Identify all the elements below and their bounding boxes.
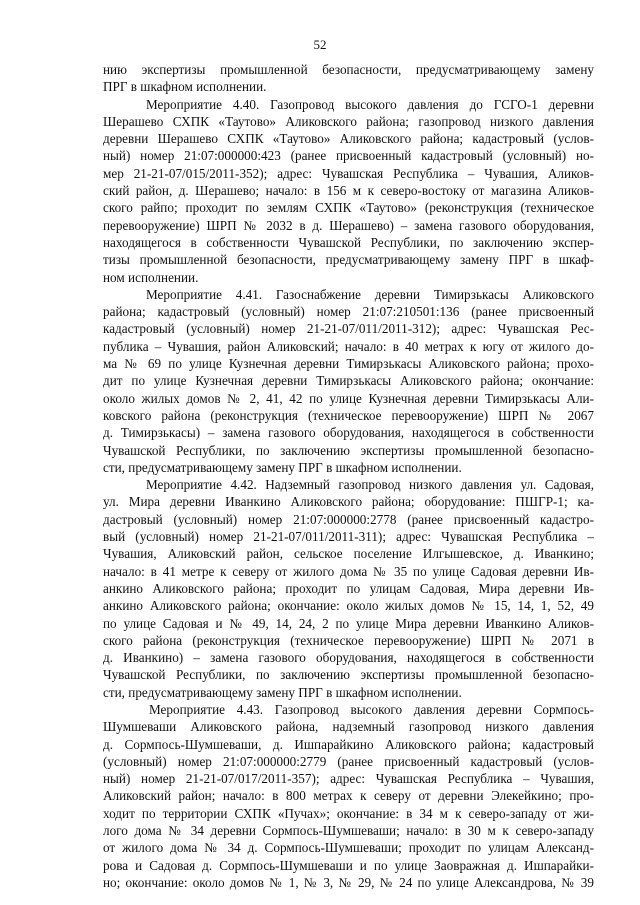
text-line: ном исполнении. bbox=[103, 269, 199, 285]
page-number: 52 bbox=[313, 37, 327, 52]
text-line: вый (условный) номер 21-21-07/011/2011-311); адрес: Чувашская Республика – bbox=[103, 529, 594, 545]
text-line: находящегося в собственности Чувашской Республики, по заключению экспер- bbox=[103, 234, 594, 250]
text-line: района; кадастровый (условный) номер 21:07:210501:136 (ранее присвоенный bbox=[103, 304, 594, 320]
text-line: д. Сормпось-Шумшеваши, д. Ишпарайкино Аликовского района; кадастровый bbox=[103, 736, 594, 752]
text-line: лого дома № 34 деревни Сормпось-Шумшеваши; начало: в 30 м к северо-западу bbox=[103, 823, 594, 839]
text-line: ходит по территории СХПК «Пучах»; окончание: в 34 м к северо-западу от жи- bbox=[103, 805, 594, 821]
text-line: Мероприятие 4.40. Газопровод высокого давления до ГСГО-1 деревни bbox=[146, 96, 594, 112]
text-line: д. Иванкино) – замена газового оборудования, находящегося в собственности bbox=[103, 650, 594, 666]
text-line: около жилых домов № 2, 41, 42 по улице Кузнечная деревни Тимирзькасы Али- bbox=[103, 390, 594, 406]
text-line: ского райпо; проходит по землям СХПК «Таутово» (реконструкция (техническое bbox=[103, 200, 594, 216]
document-body bbox=[103, 61, 594, 891]
text-line: перевооружение) ШРП № 2032 в д. Шерашево) – замена газового оборудования, bbox=[103, 217, 594, 233]
text-line: Мероприятие 4.41. Газоснабжение деревни Тимирзькасы Аликовского bbox=[146, 286, 594, 302]
text-line: Шумшеваши Аликовского района, надземный газопровод низкого давления bbox=[103, 719, 594, 735]
text-line: ского района (реконструкция (техническое перевооружение) ШРП № 2071 в bbox=[103, 632, 594, 648]
paragraph-measure-4-40 bbox=[103, 96, 594, 286]
text-line: Аликовский район; начало: в 800 метрах к северу от деревни Элекейкино; про- bbox=[103, 788, 594, 804]
text-line: Чувашия, Аликовский район, сельское поселение Илгышевское, д. Иванкино; bbox=[103, 546, 594, 562]
text-line: ный) номер 21:07:000000:423 (ранее присвоенный кадастровый (условный) но- bbox=[103, 148, 594, 164]
text-line: дит по улице Кузнечная деревни Тимирзькасы Аликовского района; окончание: bbox=[103, 373, 594, 389]
text-line: от жилого дома № 34 д. Сормпось-Шумшеваши; проходит по улицам Александ- bbox=[103, 840, 594, 856]
text-line: Чувашской Республики, по заключению экспертизы промышленной безопасно- bbox=[103, 667, 594, 683]
text-line: Чувашской Республики, по заключению экспертизы промышленной безопасно- bbox=[103, 442, 594, 458]
text-line: ковского района (реконструкция (техническое перевооружение) ШРП № 2067 bbox=[103, 407, 594, 423]
text-line: кадастровый (условный) номер 21-21-07/011/2011-312); адрес: Чувашская Рес- bbox=[103, 321, 594, 337]
text-line: анкино Аликовского района; окончание: около жилых домов № 15, 14, 1, 52, 49 bbox=[103, 598, 594, 614]
text-line: ский район, д. Шерашево; начало: в 156 м к северо-востоку от магазина Аликов- bbox=[103, 183, 594, 199]
text-line: но; окончание: около домов № 1, № 3, № 29, № 24 по улице Александрова, № 39 bbox=[103, 874, 594, 890]
text-line: публика – Чувашия, район Аликовский; начало: в 40 метрах к югу от жилого до- bbox=[103, 338, 594, 354]
text-line: рова и Садовая д. Сормпось-Шумшеваши и по улице Заовражная д. Ишпарайки- bbox=[103, 857, 594, 873]
text-line: ма № 69 по улице Кузнечная деревни Тимирзькасы Аликовского района; прохо- bbox=[103, 356, 594, 372]
text-line: начало: в 41 метре к северу от жилого дома № 35 по улице Садовая деревни Ив- bbox=[103, 563, 594, 579]
text-line: деревни Шерашево СХПК «Таутово» Аликовского района; кадастровый (услов- bbox=[103, 131, 594, 147]
paragraph-continuation bbox=[103, 61, 594, 96]
text-line: по улице Садовая и № 49, 14, 24, 2 по улице Мира деревни Иванкино Аликов- bbox=[103, 615, 594, 631]
text-line: нию экспертизы промышленной безопасности, предусматривающему замену bbox=[103, 62, 594, 77]
text-line: д. Тимирзькасы) – замена газового оборудования, находящегося в собственности bbox=[103, 425, 594, 441]
text-line: Мероприятие 4.43. Газопровод высокого давления деревни Сормпось- bbox=[149, 701, 594, 717]
text-line: ул. Мира деревни Иванкино Аликовского района; оборудование: ПШГР-1; ка- bbox=[103, 494, 594, 510]
text-line: ный) номер 21-21-07/017/2011-357); адрес: Чувашская Республика – Чувашия, bbox=[103, 771, 594, 787]
text-line: ПРГ в шкафном исполнении. bbox=[103, 79, 267, 95]
paragraph-measure-4-41 bbox=[103, 286, 594, 476]
text-line: Шерашево СХПК «Таутово» Аликовского района; газопровод низкого давления bbox=[103, 113, 594, 129]
text-line: Мероприятие 4.42. Надземный газопровод низкого давления ул. Садовая, bbox=[146, 477, 594, 493]
paragraph-measure-4-42 bbox=[103, 476, 594, 701]
text-line: дастровый (условный) номер 21:07:000000:2778 (ранее присвоенный кадастро- bbox=[103, 511, 594, 527]
paragraph-measure-4-43 bbox=[103, 701, 594, 891]
text-line: тизы промышленной безопасности, предусматривающему замену ПРГ в шкаф- bbox=[103, 252, 594, 268]
text-line: (условный) номер 21:07:000000:2779 (ранее присвоенный кадастровый (услов- bbox=[103, 753, 594, 769]
text-line: сти, предусматривающему замену ПРГ в шкафном исполнении. bbox=[103, 684, 462, 700]
text-line: сти, предусматривающему замену ПРГ в шкафном исполнении. bbox=[103, 459, 462, 475]
text-line: мер 21-21-07/015/2011-352); адрес: Чувашская Республика – Чувашия, Аликов- bbox=[103, 165, 594, 181]
text-line: анкино Аликовского района; проходит по улицам Садовая, Мира деревни Ив- bbox=[103, 580, 594, 596]
